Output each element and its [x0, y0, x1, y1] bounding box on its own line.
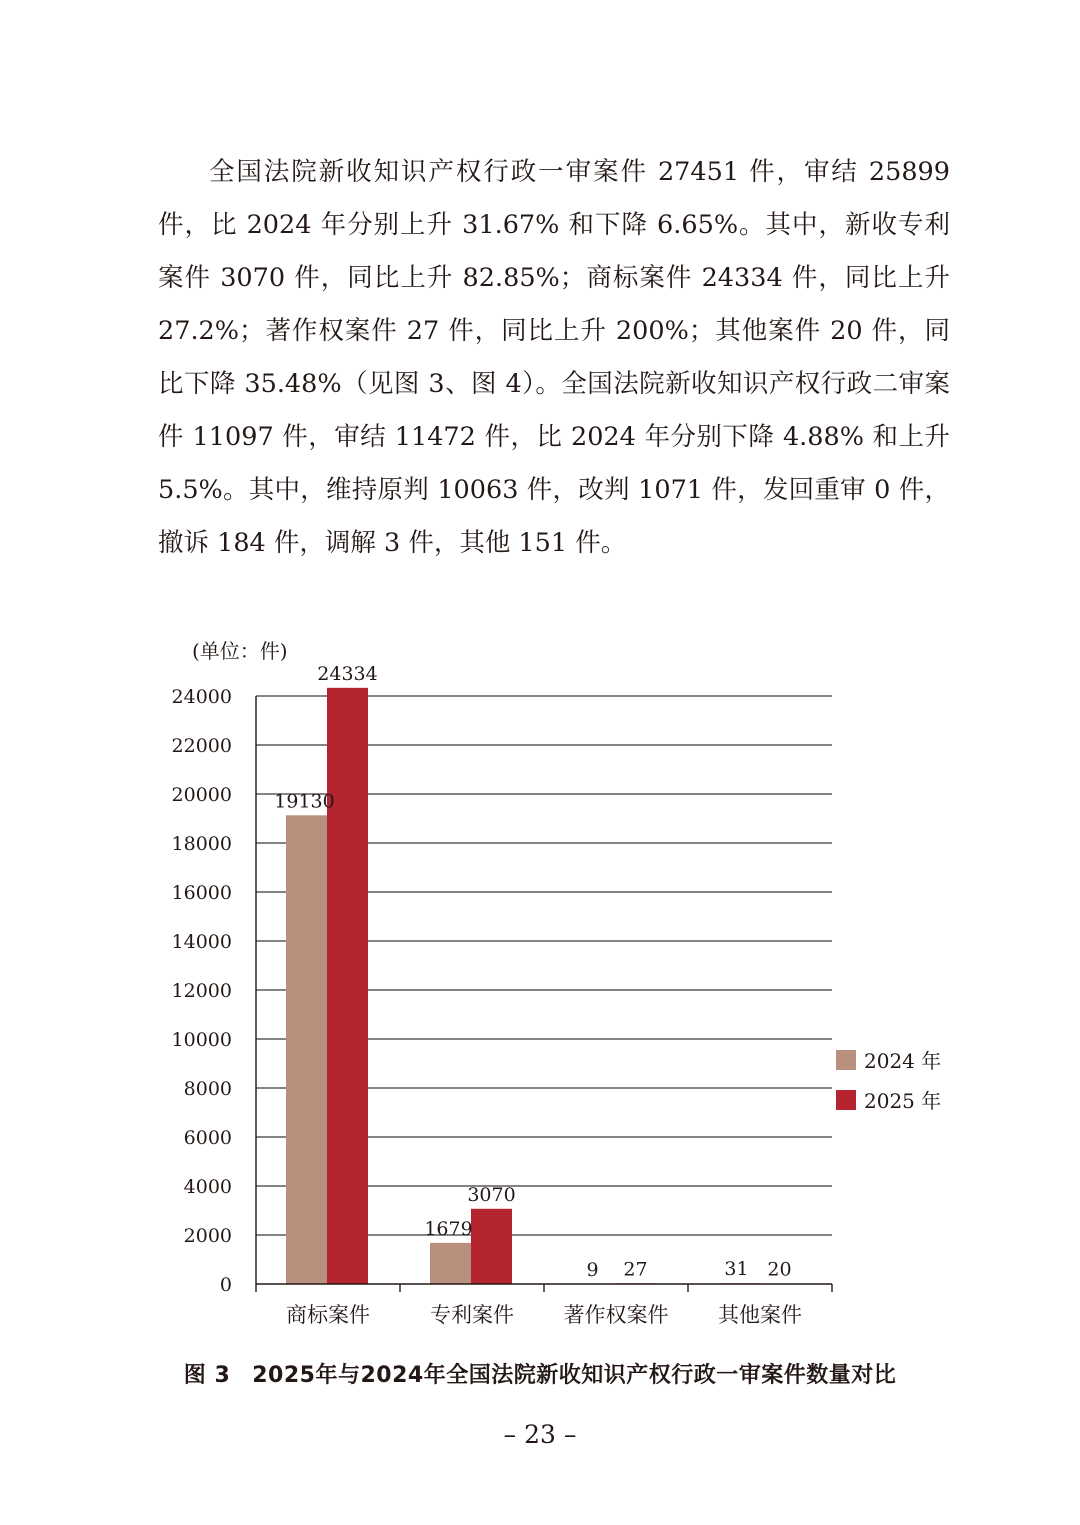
y-tick-label: 6000 — [183, 1127, 232, 1149]
unit-label: (单位：件) — [192, 639, 288, 663]
data-label: 24334 — [317, 662, 378, 685]
page-number: – 23 – — [503, 1420, 577, 1449]
x-axis-labels — [286, 1303, 802, 1327]
y-tick-label: 8000 — [183, 1078, 232, 1100]
legend-label: 2025 年 — [864, 1089, 942, 1113]
legend — [836, 1049, 941, 1113]
data-label: 3070 — [467, 1183, 516, 1206]
y-tick-label: 4000 — [183, 1176, 232, 1198]
y-axis-ticks — [172, 686, 232, 1296]
data-label: 20 — [767, 1258, 792, 1281]
y-tick-label: 20000 — [171, 784, 232, 806]
legend-label: 2024 年 — [864, 1049, 942, 1073]
y-tick-label: 0 — [219, 1274, 232, 1296]
x-tick-label: 专利案件 — [430, 1303, 514, 1327]
y-tick-label: 24000 — [171, 686, 232, 708]
y-tick-label: 12000 — [171, 980, 232, 1002]
figure-caption — [0, 1358, 1080, 1389]
y-tick-label: 10000 — [171, 1029, 232, 1051]
y-tick-label: 2000 — [183, 1225, 232, 1247]
legend-swatch — [836, 1090, 856, 1110]
legend-swatch — [836, 1050, 856, 1070]
x-tick-label: 商标案件 — [286, 1303, 370, 1327]
x-tick-label: 著作权案件 — [563, 1303, 669, 1327]
caption-number: 图 3 — [183, 1363, 231, 1388]
data-label: 1679 — [424, 1217, 473, 1240]
y-tick-label: 22000 — [171, 735, 232, 757]
y-tick-label: 18000 — [171, 833, 232, 855]
x-tick-label: 其他案件 — [718, 1303, 802, 1327]
y-tick-label: 16000 — [171, 882, 232, 904]
data-label: 31 — [724, 1258, 749, 1281]
y-tick-label: 14000 — [171, 931, 232, 953]
bar — [471, 1209, 512, 1284]
bar-chart — [0, 620, 1080, 1350]
body-paragraph: 全国法院新收知识产权行政一审案件 27451 件，审结 25899 件，比 2024 年分别上升 31.67% 和下降 6.65%。其中，新收专利案件 3070 件，同比上升 82.85%；商标案件 24334 件，同比上升 27.2%；著作权案件 27 件，同比上升 200%；其他案件 20 件，同比下降 35.48%（见图 3、图 4）。全国法院新收知识产权行政二审案件 11097 件，审结 11472 件，比 2024 年分别下降 4.88% 和上升 5.5%。其中，维持原判 10063 件，改判 1071 件，发回重审 0 件，撤诉 184 件，调解 3 件，其他 151 件。 — [158, 157, 950, 558]
bar — [286, 815, 327, 1284]
bar — [327, 688, 368, 1284]
data-label: 27 — [623, 1258, 648, 1281]
caption-title: 2025年与2024年全国法院新收知识产权行政一审案件数量对比 — [252, 1363, 897, 1388]
data-label: 9 — [586, 1258, 599, 1281]
data-label: 19130 — [274, 790, 335, 813]
bar — [430, 1243, 471, 1284]
bars — [286, 688, 800, 1284]
